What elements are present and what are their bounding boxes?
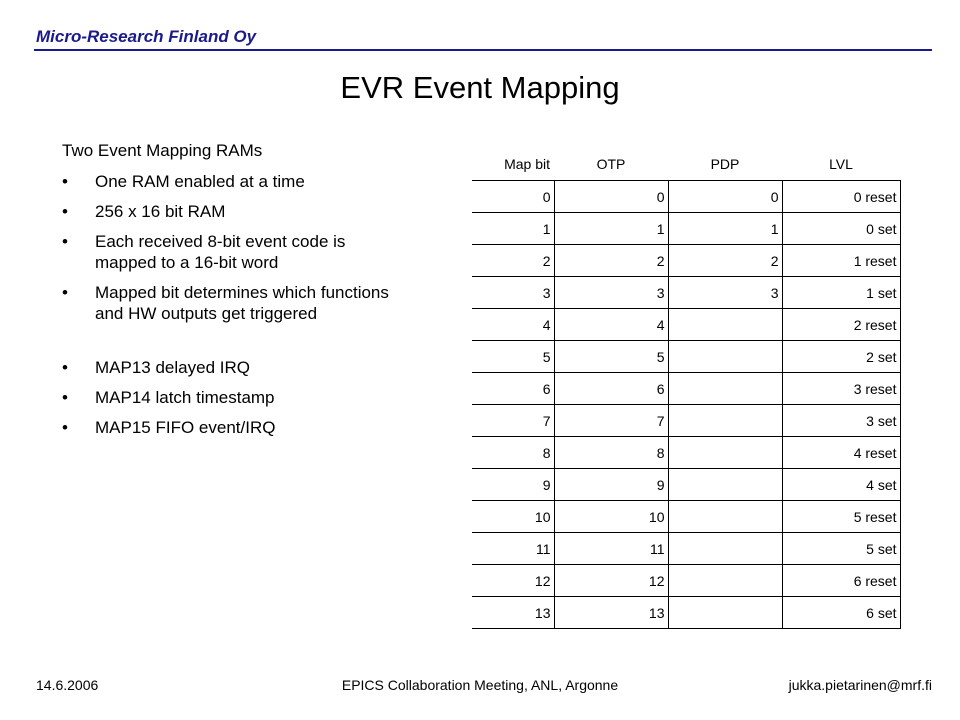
table-row xyxy=(472,245,900,277)
cell-lvl: 1 reset xyxy=(782,245,900,277)
cell-map-bit: 2 xyxy=(472,245,554,277)
bullet-item xyxy=(62,171,402,192)
bullet-list xyxy=(62,171,402,447)
bullet-text: MAP14 latch timestamp xyxy=(95,388,275,407)
bullet-text: MAP13 delayed IRQ xyxy=(95,358,250,377)
bullet-dot: • xyxy=(62,388,68,407)
bullet-dot: • xyxy=(62,172,68,191)
cell-map-bit: 3 xyxy=(472,277,554,309)
cell-map-bit: 4 xyxy=(472,309,554,341)
table-header-row xyxy=(472,148,900,181)
cell-lvl: 0 set xyxy=(782,213,900,245)
footer-email: jukka.pietarinen@mrf.fi xyxy=(788,677,932,693)
table-row xyxy=(472,565,900,597)
bullet-item xyxy=(62,231,402,273)
cell-pdp: 2 xyxy=(668,245,782,277)
cell-lvl: 1 set xyxy=(782,277,900,309)
cell-pdp xyxy=(668,405,782,437)
cell-otp: 10 xyxy=(554,501,668,533)
cell-otp: 7 xyxy=(554,405,668,437)
column-header-map-bit: Map bit xyxy=(504,156,550,172)
bullet-text: Each received 8-bit event code is mapped to a 16-bit word xyxy=(95,232,346,272)
cell-lvl: 3 set xyxy=(782,405,900,437)
cell-pdp xyxy=(668,597,782,629)
column-header-lvl: LVL xyxy=(829,156,853,172)
cell-lvl: 4 set xyxy=(782,469,900,501)
cell-pdp xyxy=(668,373,782,405)
cell-pdp xyxy=(668,437,782,469)
table-body xyxy=(472,181,900,629)
company-name: Micro-Research Finland Oy xyxy=(36,27,257,46)
bullet-dot: • xyxy=(62,232,68,251)
cell-lvl: 4 reset xyxy=(782,437,900,469)
bullet-dot: • xyxy=(62,358,68,377)
table-row xyxy=(472,501,900,533)
cell-lvl: 5 reset xyxy=(782,501,900,533)
intro-text: Two Event Mapping RAMs xyxy=(62,141,263,160)
cell-pdp: 3 xyxy=(668,277,782,309)
column-header-pdp: PDP xyxy=(710,156,740,172)
cell-otp: 4 xyxy=(554,309,668,341)
cell-otp: 12 xyxy=(554,565,668,597)
bullet-dot: • xyxy=(62,202,68,221)
cell-map-bit: 12 xyxy=(472,565,554,597)
cell-map-bit: 9 xyxy=(472,469,554,501)
table-row xyxy=(472,437,900,469)
cell-map-bit: 13 xyxy=(472,597,554,629)
bullet-dot: • xyxy=(62,283,68,302)
table-row xyxy=(472,181,900,213)
cell-pdp: 1 xyxy=(668,213,782,245)
bullet-text: MAP15 FIFO event/IRQ xyxy=(95,418,276,437)
footer-date: 14.6.2006 xyxy=(36,677,99,693)
cell-otp: 11 xyxy=(554,533,668,565)
cell-otp: 13 xyxy=(554,597,668,629)
cell-lvl: 6 set xyxy=(782,597,900,629)
table-row xyxy=(472,469,900,501)
slide-title: EVR Event Mapping xyxy=(340,70,620,105)
cell-lvl: 2 reset xyxy=(782,309,900,341)
table-row xyxy=(472,309,900,341)
cell-pdp xyxy=(668,469,782,501)
table-row xyxy=(472,373,900,405)
cell-map-bit: 11 xyxy=(472,533,554,565)
table-row xyxy=(472,341,900,373)
bullet-dot: • xyxy=(62,418,68,437)
cell-otp: 8 xyxy=(554,437,668,469)
cell-pdp xyxy=(668,565,782,597)
cell-lvl: 3 reset xyxy=(782,373,900,405)
cell-map-bit: 8 xyxy=(472,437,554,469)
cell-map-bit: 0 xyxy=(472,181,554,213)
cell-lvl: 6 reset xyxy=(782,565,900,597)
cell-pdp xyxy=(668,309,782,341)
bullet-item xyxy=(62,201,402,222)
cell-otp: 9 xyxy=(554,469,668,501)
cell-otp: 0 xyxy=(554,181,668,213)
cell-map-bit: 10 xyxy=(472,501,554,533)
bullet-item xyxy=(62,282,402,324)
footer-event: EPICS Collaboration Meeting, ANL, Argonne xyxy=(341,677,619,693)
cell-otp: 1 xyxy=(554,213,668,245)
event-mapping-table xyxy=(472,148,901,629)
header-divider xyxy=(34,49,932,51)
cell-map-bit: 1 xyxy=(472,213,554,245)
bullet-text: 256 x 16 bit RAM xyxy=(95,202,226,221)
cell-map-bit: 6 xyxy=(472,373,554,405)
bullet-text: One RAM enabled at a time xyxy=(95,172,305,191)
cell-otp: 3 xyxy=(554,277,668,309)
cell-pdp xyxy=(668,341,782,373)
bullet-text: Mapped bit determines which functions and HW outputs get triggered xyxy=(95,283,389,323)
cell-pdp xyxy=(668,501,782,533)
table-row xyxy=(472,213,900,245)
cell-lvl: 5 set xyxy=(782,533,900,565)
cell-map-bit: 5 xyxy=(472,341,554,373)
bullet-item xyxy=(62,417,402,438)
cell-pdp: 0 xyxy=(668,181,782,213)
cell-otp: 6 xyxy=(554,373,668,405)
bullet-item xyxy=(62,387,402,408)
cell-lvl: 0 reset xyxy=(782,181,900,213)
cell-otp: 5 xyxy=(554,341,668,373)
table-row xyxy=(472,533,900,565)
column-header-otp: OTP xyxy=(596,156,626,172)
cell-otp: 2 xyxy=(554,245,668,277)
cell-pdp xyxy=(668,533,782,565)
bullet-item xyxy=(62,357,402,378)
table-row xyxy=(472,277,900,309)
table-row xyxy=(472,597,900,629)
cell-lvl: 2 set xyxy=(782,341,900,373)
table-row xyxy=(472,405,900,437)
cell-map-bit: 7 xyxy=(472,405,554,437)
